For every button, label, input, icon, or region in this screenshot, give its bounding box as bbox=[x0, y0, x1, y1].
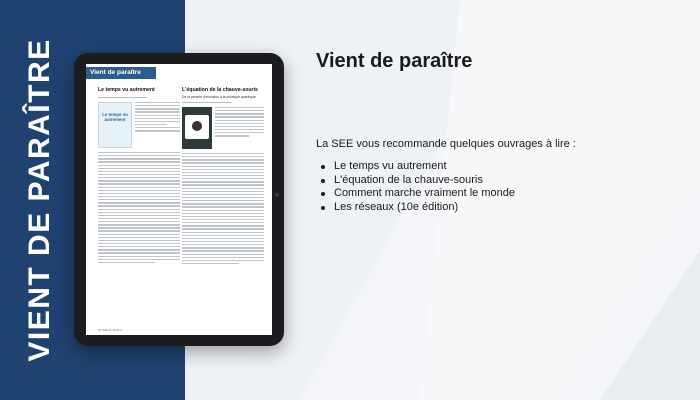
page-title: Vient de paraître bbox=[316, 50, 473, 72]
tablet-device bbox=[74, 53, 284, 346]
bullet-icon bbox=[321, 165, 325, 169]
article-title: L'équation de la chauve-souris bbox=[182, 87, 258, 93]
book-title: Les réseaux (10e édition) bbox=[334, 200, 459, 213]
article-left bbox=[98, 88, 180, 265]
book-cover-image bbox=[98, 102, 132, 148]
bullet-icon bbox=[321, 206, 325, 210]
book-list bbox=[320, 160, 515, 214]
bullet-icon bbox=[321, 192, 325, 196]
book-cover-image bbox=[182, 107, 212, 149]
article-right bbox=[182, 88, 264, 266]
book-title: L'équation de la chauve-souris bbox=[334, 173, 483, 186]
list-item bbox=[320, 201, 515, 215]
article-subtitle: De la pensée d'évolution à la physique quantique bbox=[182, 94, 256, 99]
magazine-section-header: Vient de paraître bbox=[86, 67, 156, 79]
book-title: Le temps vu autrement bbox=[334, 160, 447, 172]
intro-text: La SEE vous recommande quelques ouvrages à lire : bbox=[316, 138, 576, 150]
list-item bbox=[320, 160, 515, 174]
article-body bbox=[98, 152, 180, 263]
book-cover-title: Le temps vu autrement bbox=[102, 111, 128, 122]
page-footer: 82 REE N°2023-2 bbox=[98, 328, 122, 332]
book-title: Comment marche vraiment le monde bbox=[334, 187, 515, 199]
tablet-screen bbox=[86, 64, 272, 335]
article-title: Le temps vu autrement bbox=[98, 87, 155, 93]
side-banner-title: VIENT DE PARAÎTRE bbox=[23, 38, 56, 362]
list-item bbox=[320, 187, 515, 201]
list-item bbox=[320, 174, 515, 188]
camera-icon bbox=[275, 193, 279, 197]
bullet-icon bbox=[321, 179, 325, 183]
article-body bbox=[182, 153, 264, 264]
